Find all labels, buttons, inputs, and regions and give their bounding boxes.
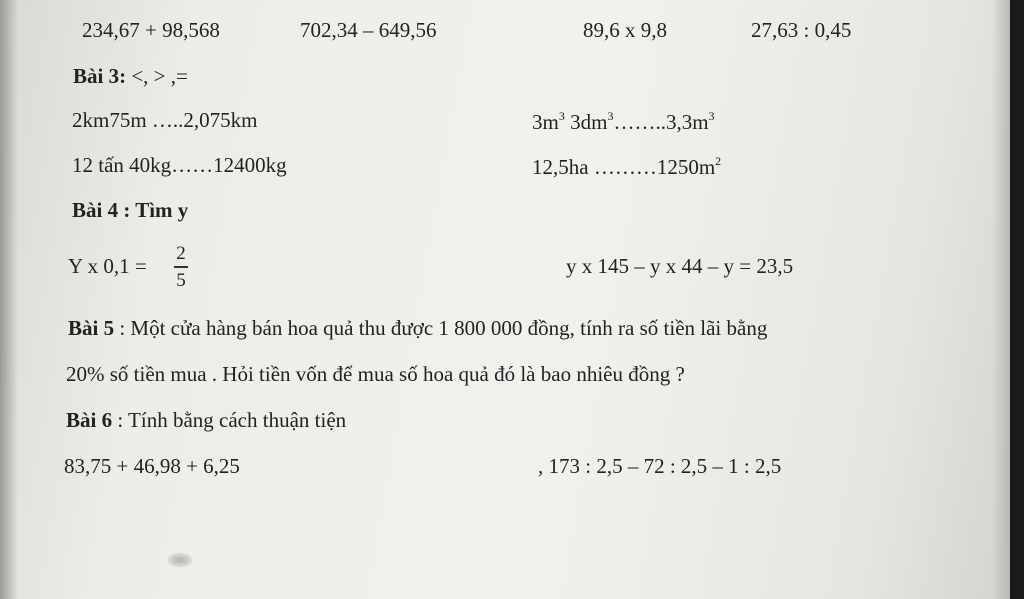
compare-length: 2km75m …..2,075km bbox=[72, 108, 258, 132]
fraction-denominator: 5 bbox=[176, 269, 186, 291]
expr-multiplication: 89,6 x 9,8 bbox=[583, 18, 667, 42]
volume-part-2: 3dm bbox=[564, 110, 608, 134]
equation-1-left: Y x 0,1 = bbox=[68, 254, 147, 278]
compare-area bbox=[532, 155, 721, 178]
exercise-6-heading bbox=[66, 410, 346, 431]
exercise-6-label: Bài 6 bbox=[66, 408, 113, 432]
volume-sup-3: 3 bbox=[708, 109, 715, 123]
paper-shadow-right bbox=[992, 0, 1010, 599]
volume-part-1: 3m bbox=[532, 110, 559, 134]
exercise-4-heading: Bài 4 : Tìm y bbox=[72, 198, 189, 222]
expr-addition: 234,67 + 98,568 bbox=[82, 18, 220, 42]
exercise-5-label: Bài 5 bbox=[68, 316, 115, 340]
fraction-numerator: 2 bbox=[176, 243, 186, 264]
equation-2: y x 145 – y x 44 – y = 23,5 bbox=[566, 254, 794, 278]
exercise-5-line-1 bbox=[68, 318, 767, 339]
paper-smudge bbox=[168, 553, 192, 567]
compare-volume bbox=[532, 110, 715, 133]
area-part: 12,5ha ………1250m bbox=[532, 155, 716, 179]
exercise-3-label: Bài 3: bbox=[73, 64, 127, 88]
volume-sup-1: 3 bbox=[558, 109, 565, 123]
exercise-3-instruction: <, > ,= bbox=[126, 64, 188, 88]
exercise-5-text: : Một cửa hàng bán hoa quả thu được 1 800 000 đồng, tính ra số tiền lãi bằng bbox=[114, 316, 768, 340]
expression-6b: , 173 : 2,5 – 72 : 2,5 – 1 : 2,5 bbox=[538, 454, 782, 478]
exercise-3-heading bbox=[73, 66, 188, 87]
exercise-6-instruction: : Tính bằng cách thuận tiện bbox=[112, 408, 347, 432]
area-sup: 2 bbox=[715, 154, 722, 168]
equation-1-fraction bbox=[174, 244, 188, 290]
expression-6a: 83,75 + 46,98 + 6,25 bbox=[64, 454, 240, 478]
fraction-bar bbox=[174, 266, 188, 268]
compare-mass: 12 tấn 40kg……12400kg bbox=[72, 153, 287, 177]
volume-sup-2: 3 bbox=[607, 109, 614, 123]
volume-part-3: ……..3,3m bbox=[613, 110, 709, 134]
expr-division: 27,63 : 0,45 bbox=[751, 18, 852, 42]
paper-shadow-left bbox=[0, 0, 18, 599]
exercise-5-line-2: 20% số tiền mua . Hỏi tiền vốn để mua số hoa quả đó là bao nhiêu đồng ? bbox=[66, 362, 685, 386]
expr-subtraction: 702,34 – 649,56 bbox=[300, 18, 437, 42]
